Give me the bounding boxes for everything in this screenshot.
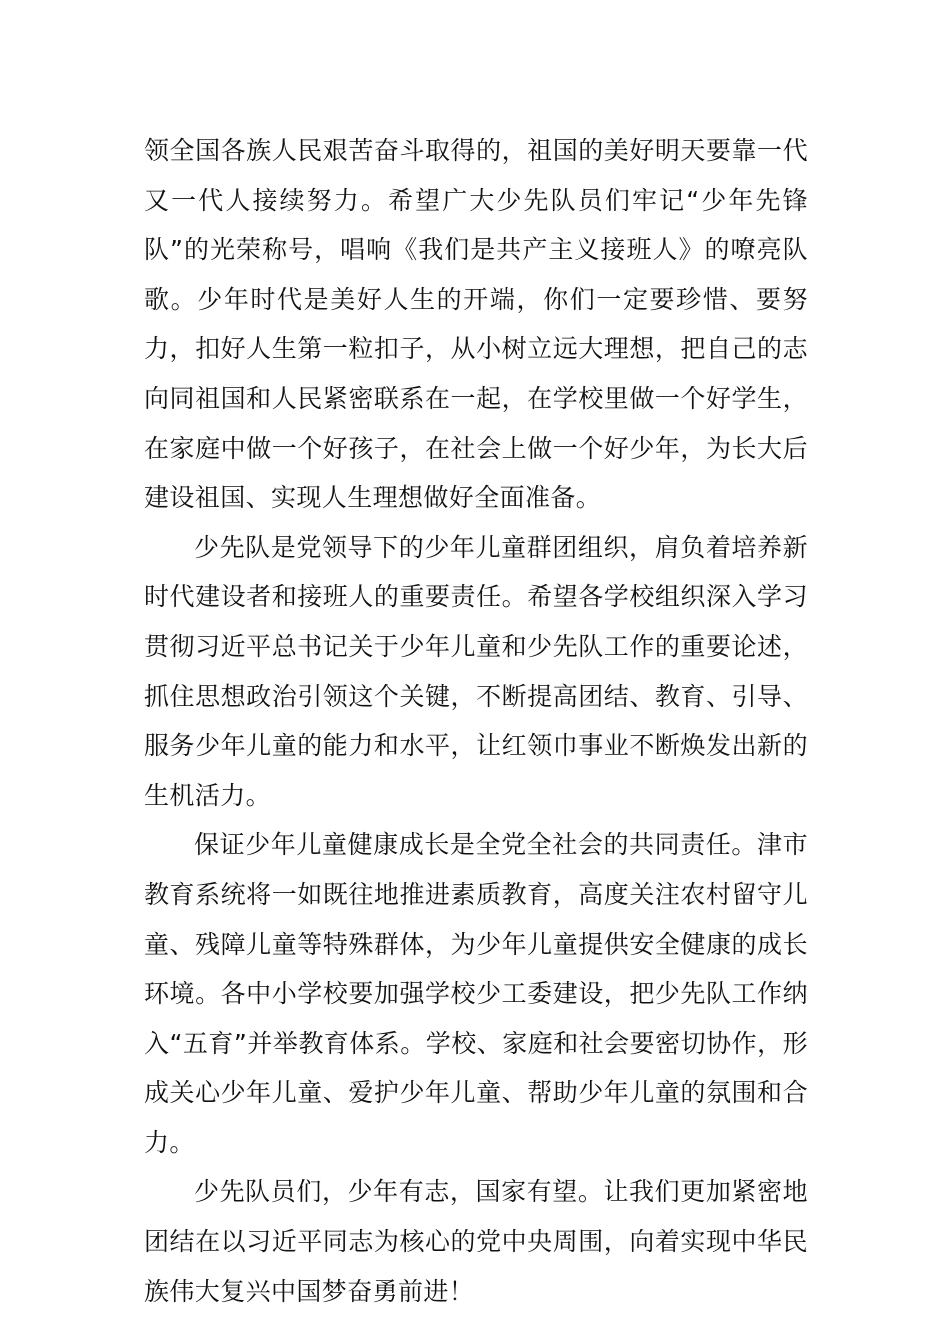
paragraph-closing-call: 少先队员们，少年有志，国家有望。让我们更加紧密地团结在以习近平同志为核心的党中央周围，向着实现中华民族伟大复兴中国梦奋勇前进！ <box>144 1177 808 1306</box>
paragraph-continuation: 领全国各族人民艰苦奋斗取得的，祖国的美好明天要靠一代又一代人接续努力。希望广大少先队员们牢记“少年先锋队”的光荣称号，唱响《我们是共产主义接班人》的嘹亮队歌。少年时代是美好人生的开端，你们一定要珍惜、要努力，扣好人生第一粒扣子，从小树立远大理想，把自己的志向同祖国和人民紧密联系在一起，在学校里做一个好学生，在家庭中做一个好孩子，在社会上做一个好少年，为长大后建设祖国、实现人生理想做好全面准备。 <box>144 136 808 513</box>
paragraph-young-pioneers-organization: 少先队是党领导下的少年儿童群团组织，肩负着培养新时代建设者和接班人的重要责任。希望各学校组织深入学习贯彻习近平总书记关于少年儿童和少先队工作的重要论述，抓住思想政治引领这个关键，不断提高团结、教育、引导、服务少年儿童的能力和水平，让红领巾事业不断焕发出新的生机活力。 <box>144 532 808 810</box>
paragraph-children-healthy-growth: 保证少年儿童健康成长是全党全社会的共同责任。津市教育系统将一如既往地推进素质教育，高度关注农村留守儿童、残障儿童等特殊群体，为少年儿童提供安全健康的成长环境。各中小学校要加强学校少工委建设，把少先队工作纳入“五育”并举教育体系。学校、家庭和社会要密切协作，形成关心少年儿童、爱护少年儿童、帮助少年儿童的氛围和合力。 <box>144 830 808 1157</box>
document-body <box>144 126 808 1316</box>
